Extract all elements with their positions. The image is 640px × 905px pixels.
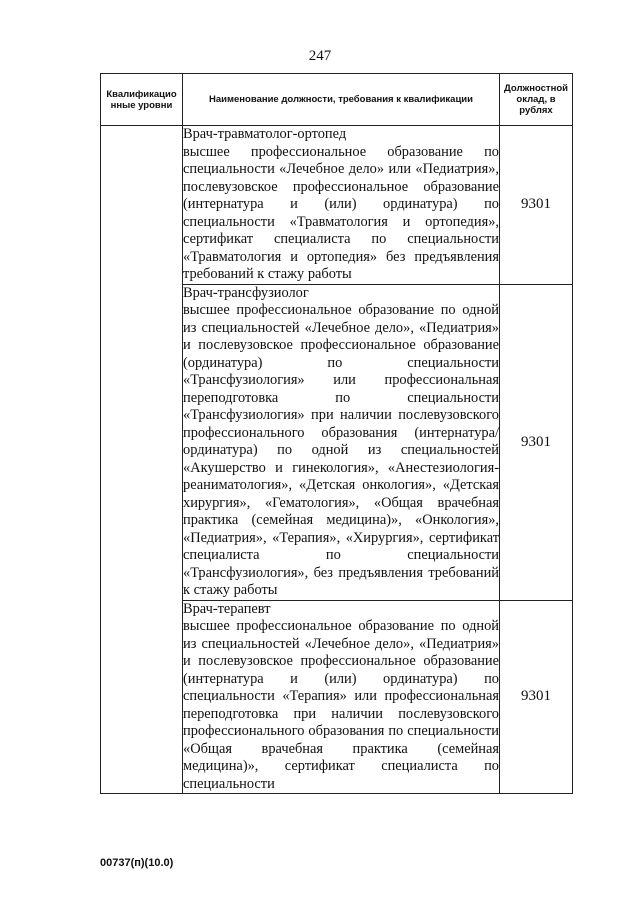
document-code: 00737(п)(10.0) — [100, 857, 174, 869]
position-cell — [183, 284, 500, 600]
position-requirements: высшее профессиональное образование по специальности «Лечебное дело» или «Педиатрия», послевузовское профессиональное образование (интернатура и (или) ординатура) по специальности «Травматология и ортопедия», сертификат специалиста по специальности «Травматология и ортопедия» без предъявления требований к стажу работы — [183, 143, 499, 282]
header-position-requirements: Наименование должности, требования к квалификации — [183, 74, 500, 126]
page-number: 247 — [308, 48, 332, 64]
position-cell — [183, 600, 500, 794]
header-salary: Должностной оклад, в рублях — [500, 74, 573, 126]
qualification-table — [100, 73, 573, 794]
header-qualification-levels: Квалификацио нные уровни — [101, 74, 183, 126]
position-title: Врач-трансфузиолог — [183, 284, 309, 301]
salary-cell: 9301 — [500, 284, 573, 600]
position-requirements: высшее профессиональное образование по одной из специальностей «Лечебное дело», «Педиатрия» и послевузовское профессиональное образование (интернатура и (или) ординатура) по специальности «Терапия» или профессиональная переподготовка при наличии послевузовского профессионального образования по специальности «Общая врачебная практика (семейная медицина)», сертификат специалиста по специальности — [183, 618, 499, 792]
table-row — [101, 126, 573, 285]
position-cell — [183, 126, 500, 285]
table-header-row — [101, 74, 573, 126]
position-title: Врач-терапевт — [183, 600, 271, 617]
position-requirements: высшее профессиональное образование по одной из специальностей «Лечебное дело», «Педиатрия» и послевузовское профессиональное образование (ординатура) по специальности «Трансфузиология» или профессиональная переподготовка по специальности «Трансфузиология» при наличии послевузовского профессионального образования (интернатура/ординатура) по одной из специальностей «Акушерство и гинекология», «Анестезиология-реаниматология», «Детская онкология», «Детская хирургия», «Гематология», «Общая врачебная практика (семейная медицина)», «Онкология», «Педиатрия», «Терапия», «Хирургия», сертификат специалиста по специальности «Трансфузиология», без предъявления требований к стажу работы — [183, 302, 499, 598]
salary-cell: 9301 — [500, 126, 573, 285]
salary-cell: 9301 — [500, 600, 573, 794]
position-title: Врач-травматолог-ортопед — [183, 126, 347, 142]
qualification-level-cell — [101, 126, 183, 794]
